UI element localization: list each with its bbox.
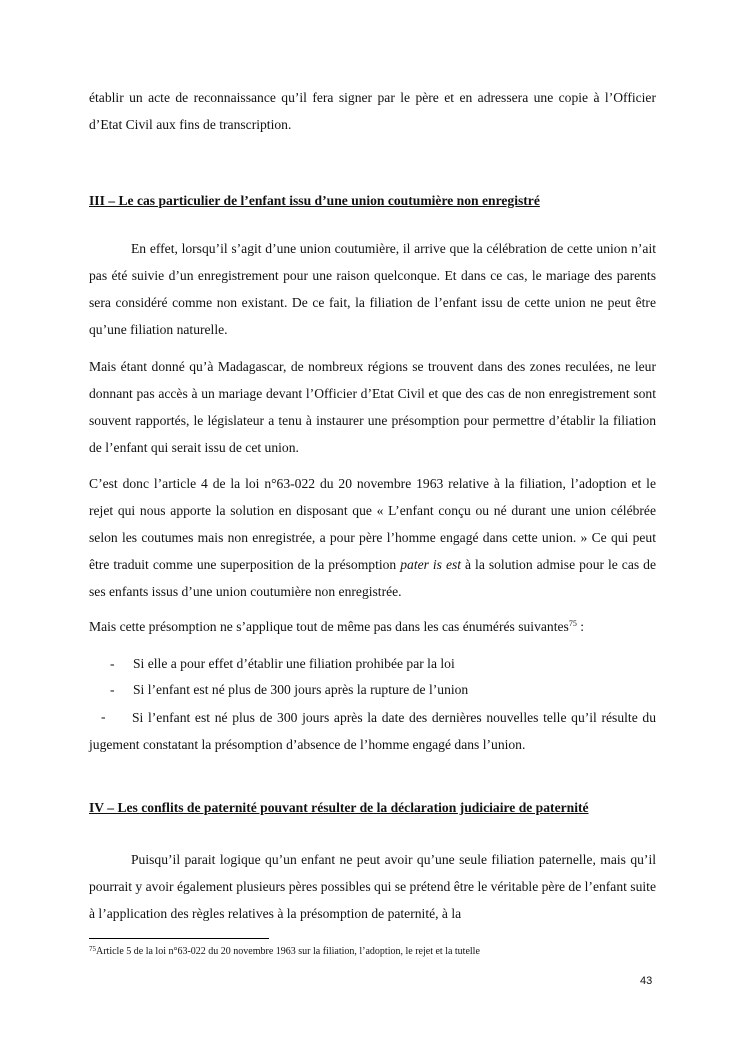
paragraph-intro: établir un acte de reconnaissance qu’il fera signer par le père et en adressera une copie à l’Officier d’Etat Civil aux fins de transcription. — [89, 90, 656, 132]
latin-maxim: pater is est — [400, 557, 462, 572]
paragraph-3 — [89, 470, 656, 605]
footnote-reference: 75 — [568, 619, 577, 628]
list-dash: - — [110, 656, 115, 671]
list-dash: - — [101, 709, 106, 724]
list-dash: - — [110, 682, 115, 697]
paragraph-3-text: C’est donc l’article 4 de la loi n°63-022 du 20 novembre 1963 relative à la filiation, l’adoption et le rejet qui nous apporte la solution en disposant que « L’enfant conçu ou né durant une union célébrée selon les coutumes mais non enregistrée, a pour père l’homme engagé dans cette union. » Ce qui peut être traduit comme une superposition de la présomption — [89, 476, 656, 572]
section-heading-4: IV – Les conflits de paternité pouvant résulter de la déclaration judiciaire de paternité — [89, 800, 589, 815]
paragraph-2: Mais étant donné qu’à Madagascar, de nombreux régions se trouvent dans des zones reculées, ne leur donnant pas accès à un mariage devant l’Officier d’Etat Civil et que des cas de non enregistrement sont souvent rapportés, le législateur a tenu à instaurer une présomption pour permettre d’établir la filiation de l’enfant qui serait issu de cet union. — [89, 359, 656, 455]
list-item: Si l’enfant est né plus de 300 jours après la rupture de l’union — [133, 682, 469, 697]
list-item: Si elle a pour effet d’établir une filiation prohibée par la loi — [133, 656, 455, 671]
paragraph-1: En effet, lorsqu’il s’agit d’une union coutumière, il arrive que la célébration de cette union n’ait pas été suivie d’un enregistrement pour une raison quelconque. Et dans ce cas, le mariage des parents sera considéré comme non existant. De ce fait, la filiation de l’enfant issu de cette union ne peut être qu’une filiation naturelle. — [89, 241, 656, 337]
footnote — [89, 946, 480, 957]
footnote-text: Article 5 de la loi n°63-022 du 20 novembre 1963 sur la filiation, l’adoption, le rejet et la tutelle — [96, 946, 480, 957]
paragraph-4-colon: : — [576, 619, 584, 634]
page-number: 43 — [640, 975, 653, 987]
paragraph-4-text: Mais cette présomption ne s’applique tout de même pas dans les cas énumérés suivantes — [89, 619, 569, 634]
footnote-separator — [89, 938, 269, 939]
paragraph-4 — [89, 613, 656, 640]
list-item: Si l’enfant est né plus de 300 jours après la date des dernières nouvelles telle qu’il résulte du jugement constatant la présomption d’absence de l’homme engagé dans l’union. — [89, 710, 656, 752]
footnote-number: 75 — [89, 945, 96, 953]
paragraph-5: Puisqu’il parait logique qu’un enfant ne peut avoir qu’une seule filiation paternelle, mais qu’il pourrait y avoir également plusieurs pères possibles qui se prétend être le véritable père de l’enfant suite à l’application des règles relatives à la présomption de paternité, à la — [89, 852, 656, 921]
paragraph-3-text-end: à la solution admise pour le cas de ses enfants issus d’une union coutumière non enregistrée. — [89, 557, 656, 599]
section-heading-3: III – Le cas particulier de l’enfant issu d’une union coutumière non enregistré — [89, 193, 540, 208]
